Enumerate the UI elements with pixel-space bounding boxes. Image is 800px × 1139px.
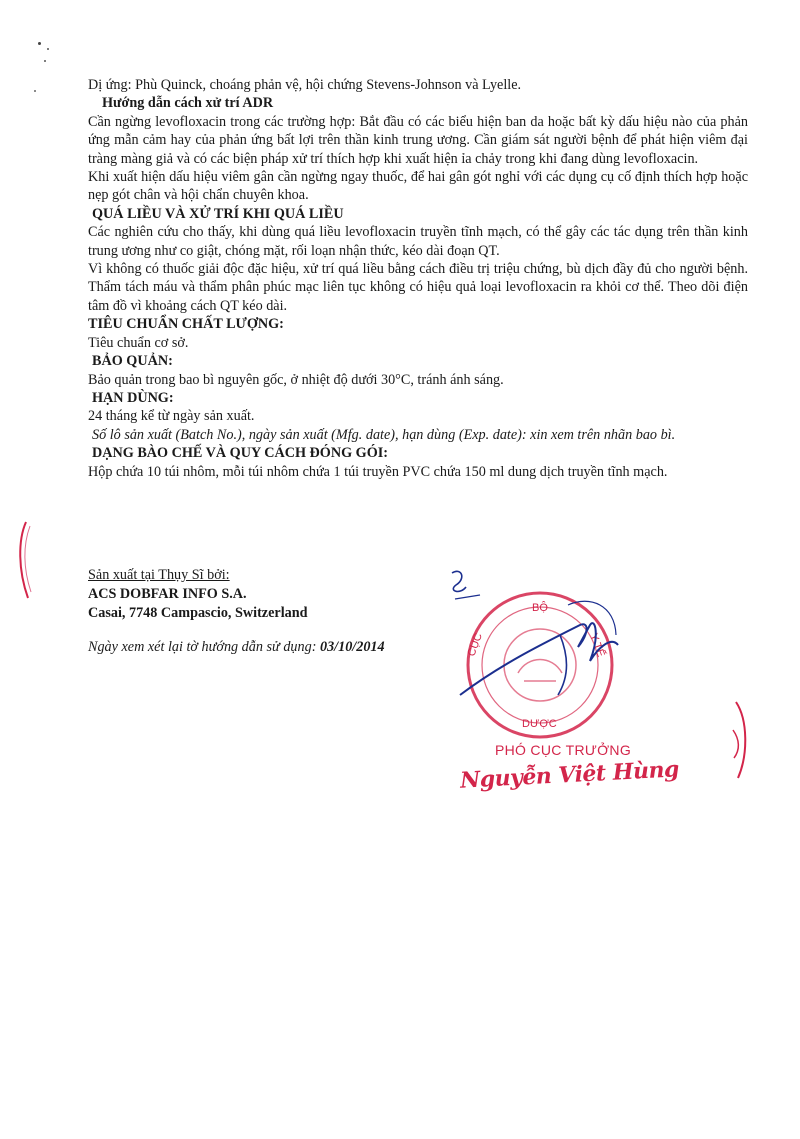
allergy-line: Dị ứng: Phù Quinck, choáng phản vệ, hội chứng Stevens-Johnson và Lyelle. <box>88 77 522 93</box>
scan-mark-top <box>38 42 41 45</box>
manufacturer-label: Sản xuất tại Thụy Sĩ bởi: <box>88 567 230 583</box>
scan-mark-top4 <box>34 90 36 92</box>
quality-text: Tiêu chuẩn cơ sở. <box>88 334 189 351</box>
overdose-paragraph-1: Các nghiên cứu cho thấy, khi dùng quá liều levofloxacin truyền tĩnh mạch, có thể gây các tác dụng trên thần kinh trung ương như co giật, chóng mặt, rối loạn nhận thức, kéo dài đoạn QT. <box>88 224 748 259</box>
left-edge-red-mark <box>14 520 34 600</box>
form-heading: DẠNG BÀO CHẾ VÀ QUY CÁCH ĐÓNG GÓI: <box>92 445 388 462</box>
stamp-text-bottom: DƯỢC <box>522 718 557 730</box>
manufacturer-address: Casai, 7748 Campascio, Switzerland <box>88 605 308 621</box>
expiry-heading: HẠN DÙNG: <box>92 389 174 406</box>
overdose-heading: QUÁ LIỀU VÀ XỬ TRÍ KHI QUÁ LIỀU <box>92 205 344 222</box>
right-edge-red-mark <box>728 700 752 780</box>
storage-text: Bảo quản trong bao bì nguyên gốc, ở nhiệt độ dưới 30°C, tránh ánh sáng. <box>88 371 504 388</box>
review-date-line <box>88 639 385 656</box>
adr-paragraph-1: Cần ngừng levofloxacin trong các trường hợp: Bắt đầu có các biểu hiện ban da hoặc bất kỳ dấu hiệu nào của phản ứng mẫn cảm hay của phản ứng bất lợi trên thần kinh trung ương. Cần giám sát người bệnh để phát hiện viêm đại tràng màng giả và có các biện pháp xử trí thích hợp khi xuất hiện ỉa chảy trong khi đang dùng levofloxacin. <box>88 113 748 167</box>
document-body <box>88 76 748 481</box>
review-date: 03/10/2014 <box>319 639 385 655</box>
quality-heading: TIÊU CHUẨN CHẤT LƯỢNG: <box>88 316 284 333</box>
storage-heading: BẢO QUẢN: <box>92 353 173 370</box>
approver-signature-name: Nguyễn Việt Hùng <box>459 756 680 794</box>
batch-note: Số lô sản xuất (Batch No.), ngày sản xuất (Mfg. date), hạn dùng (Exp. date): xin xem trên nhãn bao bì. <box>92 426 676 443</box>
adr-heading: Hướng dẫn cách xử trí ADR <box>102 95 274 112</box>
form-text: Hộp chứa 10 túi nhôm, mỗi túi nhôm chứa 1 túi truyền PVC chứa 150 ml dung dịch truyền tĩnh mạch. <box>88 463 668 480</box>
manufacturer-block <box>88 566 308 623</box>
stamp-text-right: Y TẾ <box>587 631 607 659</box>
official-stamp <box>440 565 630 765</box>
expiry-text: 24 tháng kể từ ngày sản xuất. <box>88 408 255 425</box>
stamp-text-top: BỘ <box>532 602 548 614</box>
adr-paragraph-2: Khi xuất hiện dấu hiệu viêm gân cần ngừng ngay thuốc, để hai gân gót nghỉ với các dụng cụ cố định thích hợp hoặc nẹp gót chân và hội chẩn chuyên khoa. <box>88 169 748 204</box>
manufacturer-name: ACS DOBFAR INFO S.A. <box>88 586 247 602</box>
scan-mark-top3 <box>44 60 46 62</box>
review-label: Ngày xem xét lại tờ hướng dẫn sử dụng: <box>88 639 317 655</box>
overdose-paragraph-2: Vì không có thuốc giải độc đặc hiệu, xử trí quá liều bằng cách điều trị triệu chứng, bù dịch đầy đủ cho người bệnh. Thẩm tách máu và thẩm phân phúc mạc liên tục không có hiệu quả loại levofloxacin ra khỏi cơ thể. Theo dõi điện tâm đồ vì khoảng cách QT kéo dài. <box>88 261 748 314</box>
stamp-text-left: CỤC <box>465 631 485 659</box>
approver-title: PHÓ CỤC TRƯỞNG <box>495 742 632 758</box>
scan-mark-top2 <box>47 48 49 50</box>
